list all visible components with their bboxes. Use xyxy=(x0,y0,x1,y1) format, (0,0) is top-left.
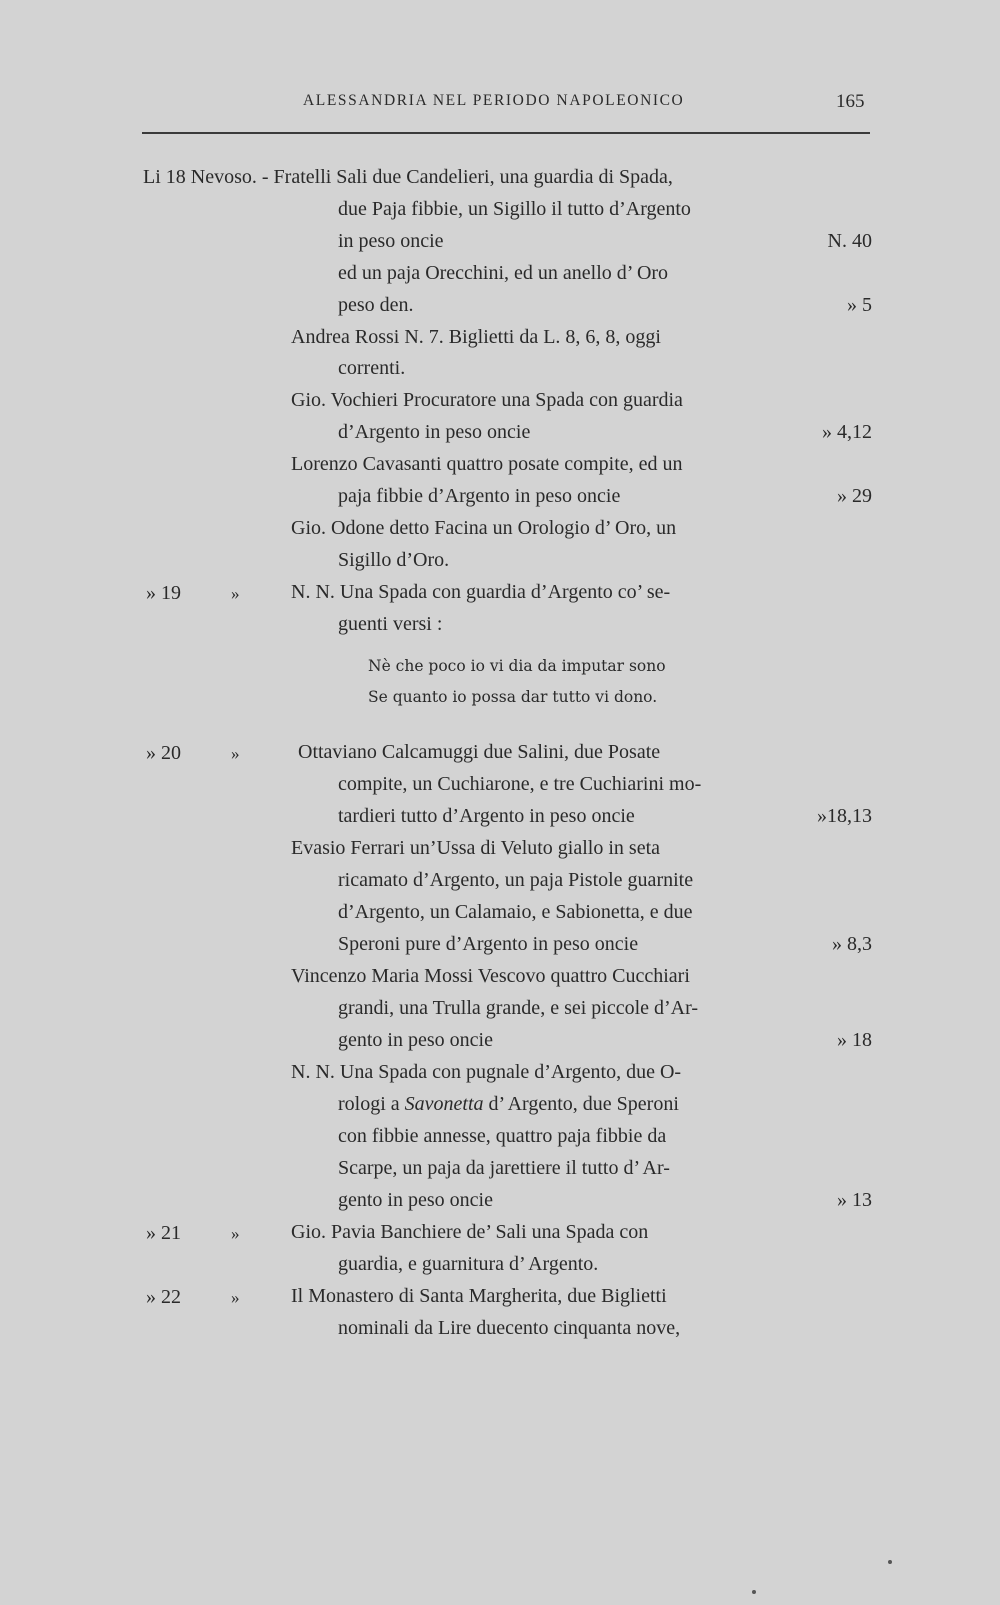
text-line: Gio. Odone detto Facina un Orologio d’ Oro, un xyxy=(291,517,677,539)
text-line: Evasio Ferrari un’Ussa di Veluto giallo in seta xyxy=(291,837,661,859)
text-line: gento in peso oncie xyxy=(338,1189,493,1211)
amount: » 13 xyxy=(837,1189,872,1211)
amount: N. 40 xyxy=(827,230,872,252)
italic-term: Savonetta xyxy=(404,1093,484,1115)
text-line: in peso oncie xyxy=(338,230,444,252)
text-line xyxy=(338,1094,679,1114)
text-fragment: d’ Argento, due Speroni xyxy=(483,1093,679,1115)
amount: »18,13 xyxy=(817,805,872,827)
text-line: Lorenzo Cavasanti quattro posate compite, ed un xyxy=(291,453,683,475)
text-line: tardieri tutto d’Argento in peso oncie xyxy=(338,805,635,827)
text-line: compite, un Cuchiarone, e tre Cuchiarini mo- xyxy=(338,773,702,795)
text-line: Vincenzo Maria Mossi Vescovo quattro Cucchiari xyxy=(291,965,690,987)
text-fragment: rologi a xyxy=(338,1093,405,1115)
amount: » 8,3 xyxy=(832,933,872,955)
text-line: d’Argento, un Calamaio, e Sabionetta, e due xyxy=(338,901,693,923)
text-line: nominali da Lire duecento cinquanta nove, xyxy=(338,1317,681,1339)
text-line: N. N. Una Spada con pugnale d’Argento, due O- xyxy=(291,1061,682,1083)
text-line: Ottaviano Calcamuggi due Salini, due Posate xyxy=(298,741,661,763)
text-line: ricamato d’Argento, un paja Pistole guarnite xyxy=(338,869,694,891)
text-line: Scarpe, un paja da jarettiere il tutto d’ Ar- xyxy=(338,1157,670,1179)
text-line: ed un paja Orecchini, ed un anello d’ Oro xyxy=(338,262,669,284)
amount: » 5 xyxy=(847,294,872,316)
day-label: » 19 xyxy=(146,582,181,604)
text-line: con fibbie annesse, quattro paja fibbie da xyxy=(338,1125,667,1147)
page-number: 165 xyxy=(836,91,865,112)
running-header: ALESSANDRIA NEL PERIODO NAPOLEONICO xyxy=(303,92,685,109)
print-speck xyxy=(888,1560,892,1564)
text-line: guardia, e guarnitura d’ Argento. xyxy=(338,1253,599,1275)
text-line: peso den. xyxy=(338,294,414,316)
print-speck xyxy=(752,1590,756,1594)
text-line: grandi, una Trulla grande, e sei piccole d’Ar- xyxy=(338,997,699,1019)
text-line: Sigillo d’Oro. xyxy=(338,549,450,571)
text-line: Li 18 Nevoso. - Fratelli Sali due Candelieri, una guardia di Spada, xyxy=(143,166,673,188)
text-line: guenti versi : xyxy=(338,613,443,635)
text-line: gento in peso oncie xyxy=(338,1029,493,1051)
text-line: Speroni pure d’Argento in peso oncie xyxy=(338,933,639,955)
ditto-mark: » xyxy=(231,1288,240,1307)
text-line: d’Argento in peso oncie xyxy=(338,421,531,443)
verse-line: Nè che poco io vi dia da imputar sono xyxy=(368,657,666,675)
day-label: » 21 xyxy=(146,1222,181,1244)
ditto-mark: » xyxy=(231,584,240,603)
text-line: Il Monastero di Santa Margherita, due Biglietti xyxy=(291,1285,667,1307)
ditto-mark: » xyxy=(231,1224,240,1243)
text-line: paja fibbie d’Argento in peso oncie xyxy=(338,485,621,507)
text-line: Andrea Rossi N. 7. Biglietti da L. 8, 6, 8, oggi xyxy=(291,326,661,348)
text-line: correnti. xyxy=(338,357,406,379)
header-rule xyxy=(142,132,870,134)
text-line: Gio. Vochieri Procuratore una Spada con guardia xyxy=(291,389,683,411)
verse-line: Se quanto io possa dar tutto vi dono. xyxy=(368,688,658,706)
amount: » 4,12 xyxy=(822,421,872,443)
text-line: Gio. Pavia Banchiere de’ Sali una Spada con xyxy=(291,1221,649,1243)
text-line: N. N. Una Spada con guardia d’Argento co’ se- xyxy=(291,581,671,603)
amount: » 18 xyxy=(837,1029,872,1051)
day-label: » 20 xyxy=(146,742,181,764)
day-label: » 22 xyxy=(146,1286,181,1308)
ditto-mark: » xyxy=(231,744,240,763)
text-line: due Paja fibbie, un Sigillo il tutto d’Argento xyxy=(338,198,691,220)
amount: » 29 xyxy=(837,485,872,507)
